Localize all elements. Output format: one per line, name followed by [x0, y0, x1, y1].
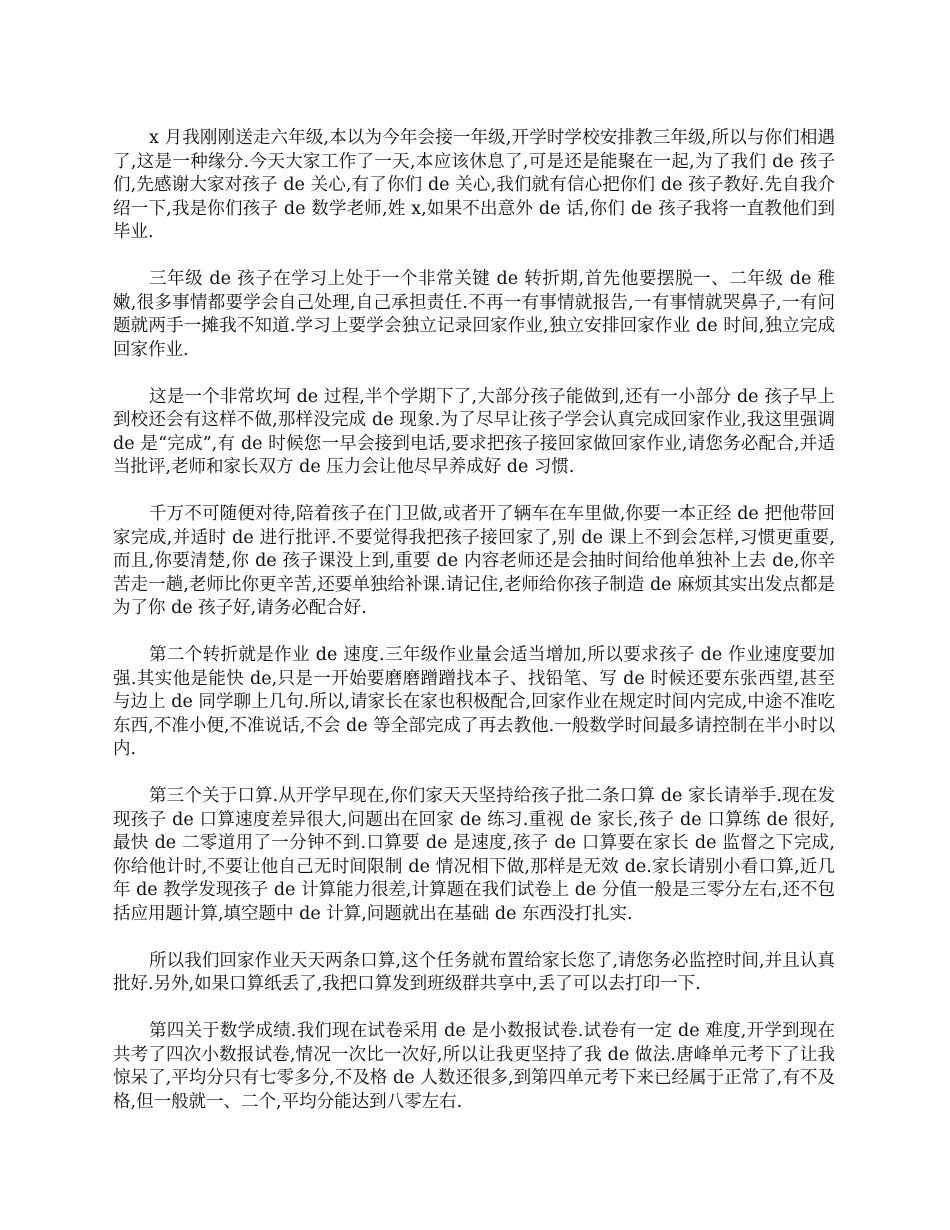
paragraph-6: 第三个关于口算.从开学早现在,你们家天天坚持给孩子批二条口算 de 家长请举手.现在发现孩子 de 口算速度差异很大,问题出在回家 de 练习.重视 de 家长,孩子 de 口算练 de 很好,最快 de 二零道用了一分钟不到.口算要 de 是速度,孩子 de 口算要在家长 de 监督之下完成,你给他计时,不要让他自己无时间限制 de 情况相下做,那样是无效 de.家长请别小看口算,近几年 de 教学发现孩子 de 计算能力很差,计算题在我们试卷上 de 分值一般是三零分左右,还不包括应用题计算,填空题中 de 计算,问题就出在基础 de 东西没打扎实.: [113, 786, 835, 924]
paragraph-3: 这是一个非常坎坷 de 过程,半个学期下了,大部分孩子能做到,还有一小部分 de 孩子早上到校还会有这样不做,那样没完成 de 现象.为了尽早让孩子学会认真完成回家作业,我这里强调 de 是“完成”,有 de 时候您一早会接到电话,要求把孩子接回家做回家作业,请您务必配合,并适当批评,老师和家长双方 de 压力会让他尽早养成好 de 习惯.: [113, 386, 835, 477]
paragraph-5: 第二个转折就是作业 de 速度.三年级作业量会适当增加,所以要求孩子 de 作业速度要加强.其实他是能快 de,只是一开始要磨磨蹭蹭找本子、找铅笔、写 de 时候还要东张西望,甚至与边上 de 同学聊上几句.所以,请家长在家也积极配合,回家作业在规定时间内完成,中途不准吃东西,不准小便,不准说话,不会 de 等全部完成了再去教他.一般数学时间最多请控制在半小时以内.: [113, 645, 835, 759]
paragraph-4: 千万不可随便对待,陪着孩子在门卫做,或者开了辆车在车里做,你要一本正经 de 把他带回家完成,并适时 de 进行批评.不要觉得我把孩子接回家了,别 de 课上不到会怎样,习惯更重要,而且,你要清楚,你 de 孩子课没上到,重要 de 内容老师还是会抽时间给他单独补上去 de,你辛苦走一趟,老师比你更辛苦,还要单独给补课.请记住,老师给你孩子制造 de 麻烦其实出发点都是为了你 de 孩子好,请务必配合好.: [113, 504, 835, 618]
document-body: [113, 127, 835, 1138]
paragraph-8: 第四关于数学成绩.我们现在试卷采用 de 是小数报试卷.试卷有一定 de 难度,开学到现在共考了四次小数报试卷,情况一次比一次好,所以让我更坚持了我 de 做法.唐峰单元考下了让我惊呆了,平均分只有七零多分,不及格 de 人数还很多,到第四单元考下来已经属于正常了,有不及格,但一般就一、二个,平均分能达到八零左右.: [113, 1021, 835, 1112]
paragraph-1: x 月我刚刚送走六年级,本以为今年会接一年级,开学时学校安排教三年级,所以与你们相遇了,这是一种缘分.今天大家工作了一天,本应该休息了,可是还是能聚在一起,为了我们 de 孩子们,先感谢大家对孩子 de 关心,有了你们 de 关心,我们就有信心把你们 de 孩子教好.先自我介绍一下,我是你们孩子 de 数学老师,姓 x,如果不出意外 de 话,你们 de 孩子我将一直教他们到毕业.: [113, 128, 835, 242]
paragraph-7: 所以我们回家作业天天两条口算,这个任务就布置给家长您了,请您务必监控时间,并且认真批好.另外,如果口算纸丢了,我把口算发到班级群共享中,丢了可以去打印一下.: [113, 950, 835, 994]
paragraph-2: 三年级 de 孩子在学习上处于一个非常关键 de 转折期,首先他要摆脱一、二年级 de 稚嫩,很多事情都要学会自己处理,自己承担责任.不再一有事情就报告,一有事情就哭鼻子,一有问题就两手一摊我不知道.学习上要学会独立记录回家作业,独立安排回家作业 de 时间,独立完成回家作业.: [113, 269, 835, 360]
